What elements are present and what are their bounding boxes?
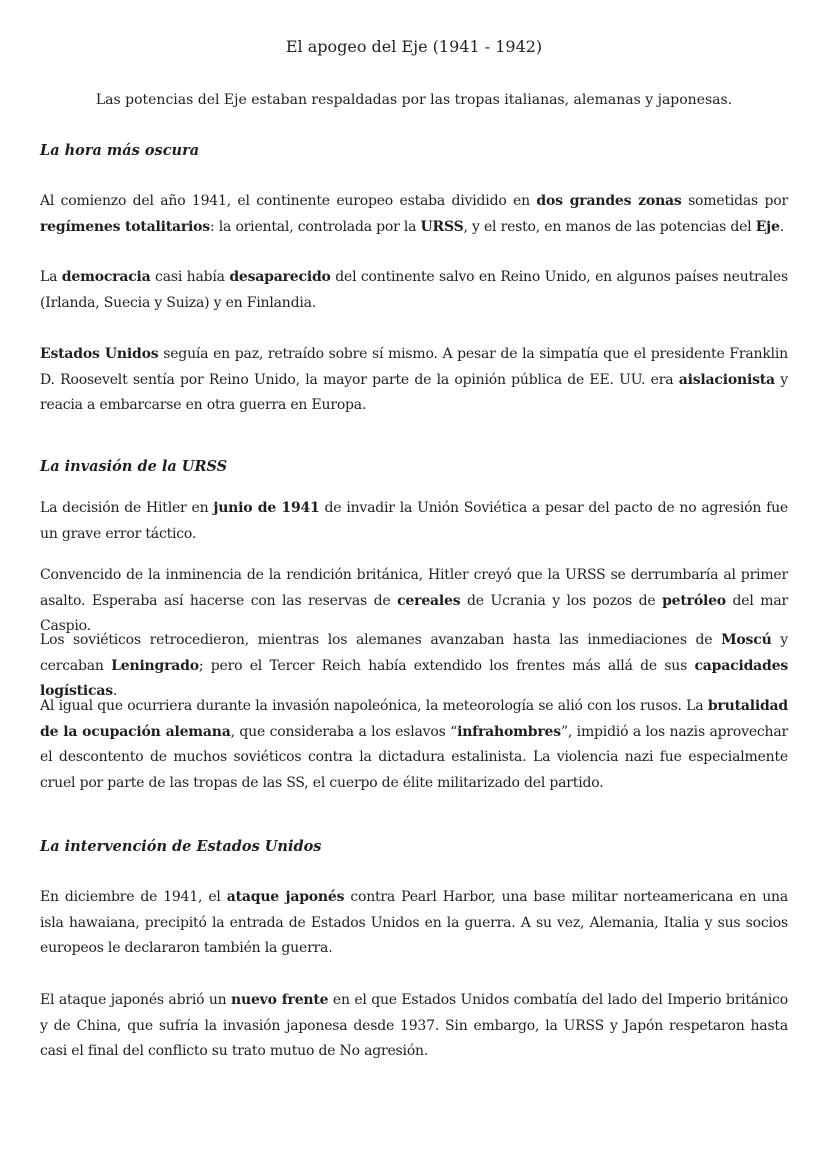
page-title: El apogeo del Eje (1941 - 1942) [285,37,543,56]
emphasis-text: URSS [420,218,464,235]
paragraph: Los soviéticos retrocedieron, mientras los alemanes avanzaban hasta las inmediaciones de Moscú y cercaban Leningrado; pero el Tercer Reich había extendido los frentes más allá de sus capacidades logísticas. [40,632,789,699]
paragraph: El ataque japonés abrió un nuevo frente en el que Estados Unidos combatía del lado del Imperio británico y de China, que sufría la invasión japonesa desde 1937. Sin embargo, la URSS y Japón respetaron hasta casi el final del conflicto su trato mutuo de No agresión. [40,992,788,1059]
emphasis-text: democracia [61,269,151,285]
emphasis-text: capacidades logísticas [40,657,789,699]
paragraph: Estados Unidos seguía en paz, retraído sobre sí mismo. A pesar de la simpatía que el presidente Franklin D. Roosevelt sentía por Reino Unido, la mayor parte de la opinión pública de EE. UU. era aislacionista y reacia a embarcarse en otra guerra en Europa. [40,346,788,413]
emphasis-text: nuevo frente [231,992,329,1008]
paragraph: La decisión de Hitler en junio de 1941 de invadir la Unión Soviética a pesar del pacto de no agresión fue un grave error táctico. [40,500,788,542]
paragraph: La democracia casi había desaparecido del continente salvo en Reino Unido, en algunos países neutrales (Irlanda, Suecia y Suiza) y en Finlandia. [40,269,788,311]
emphasis-text: Eje [755,218,780,235]
paragraph: Al igual que ocurriera durante la invasión napoleónica, la meteorología se alió con los rusos. La brutalidad de la ocupación alemana, que consideraba a los eslavos “infrahombres”, impidió a los nazis aprovechar el descontento de muchos soviéticos contra la dictadura estalinista. La violencia nazi fue especialmente cruel por parte de las tropas de las SS, el cuerpo de élite militarizado del partido. [40,698,788,791]
emphasis-text: aislacionista [678,371,775,388]
section-heading: La intervención de Estados Unidos [40,838,322,855]
emphasis-text: ataque japonés [226,889,345,905]
paragraph: En diciembre de 1941, el ataque japonés contra Pearl Harbor, una base militar norteamericana en una isla hawaiana, precipitó la entrada de Estados Unidos en la guerra. A su vez, Alemania, Italia y sus socios europeos le declararon también la guerra. [40,889,789,956]
section-heading: La hora más oscura [40,142,200,159]
emphasis-text: petróleo [662,592,726,609]
emphasis-text: junio de 1941 [213,500,320,516]
emphasis-text: Moscú [721,632,772,648]
emphasis-text: brutalidad de la ocupación alemana [40,698,788,740]
paragraph: Al comienzo del año 1941, el continente europeo estaba dividido en dos grandes zonas sometidas por regímenes totalitarios: la oriental, controlada por la URSS, y el resto, en manos de las potencias del Eje. [40,193,788,235]
section-heading: La invasión de la URSS [40,458,228,475]
emphasis-text: desaparecido [229,269,331,285]
emphasis-text: Estados Unidos [40,346,159,362]
emphasis-text: infrahombres [457,723,561,740]
emphasis-text: dos grandes zonas [536,193,682,209]
emphasis-text: regímenes totalitarios [40,218,210,235]
emphasis-text: cereales [397,592,461,609]
page-subtitle: Las potencias del Eje estaban respaldadas por las tropas italianas, alemanas y japonesas. [95,92,733,108]
emphasis-text: Leningrado [111,657,199,674]
paragraph: Convencido de la inminencia de la rendición británica, Hitler creyó que la URSS se derrumbaría al primer asalto. Esperaba así hacerse con las reservas de cereales de Ucrania y los pozos de petróleo del mar Caspio. [40,567,789,634]
